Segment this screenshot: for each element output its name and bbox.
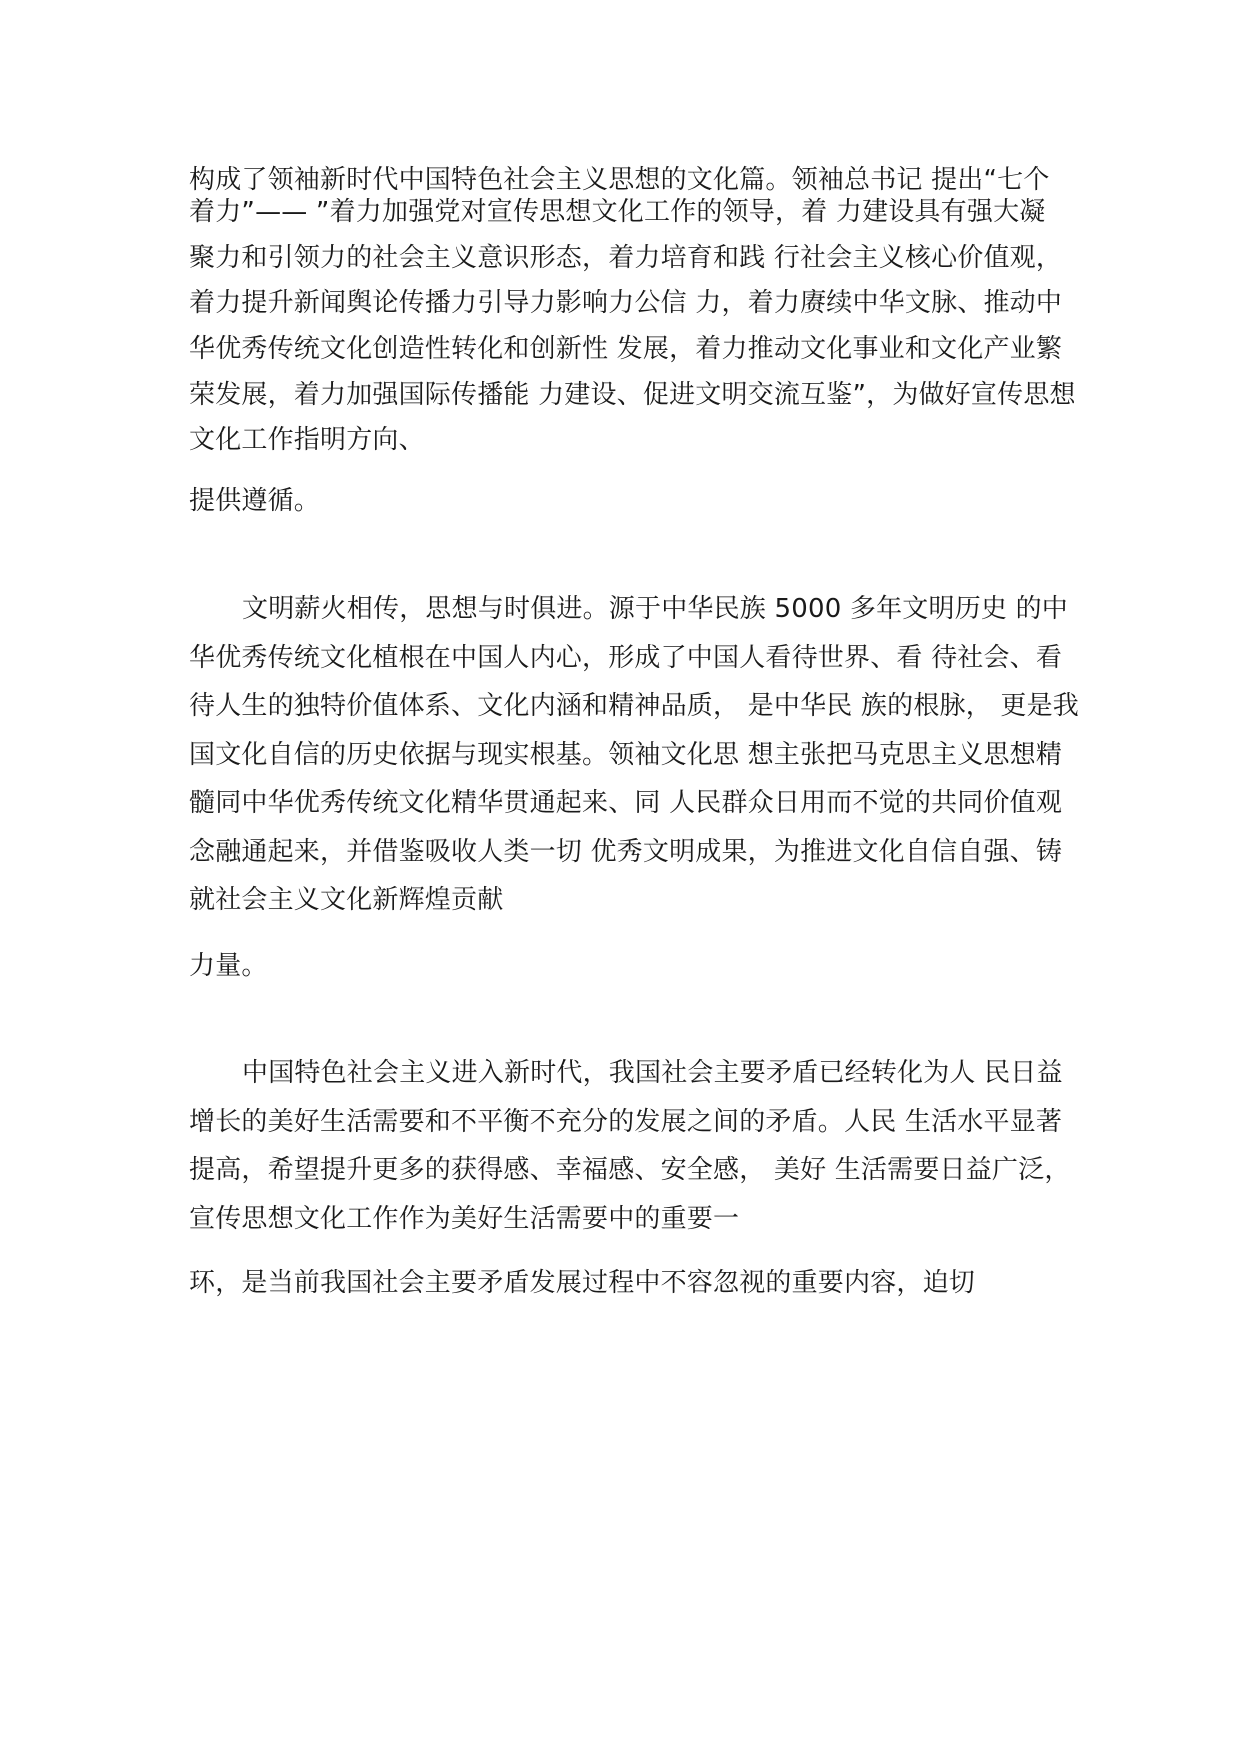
paragraph-3-line-3: 提高，希望提升更多的获得感、幸福感、安全感， 美好 生活需要日益广泛，: [189, 1155, 1071, 1185]
paragraph-2-line-3: 待人生的独特价值体系、文化内涵和精神品质， 是中华民 族的根脉， 更是我: [189, 691, 1079, 721]
paragraph-2-line-2: 华优秀传统文化植根在中国人内心，形成了中国人看待世界、看 待社会、看: [189, 643, 1063, 673]
paragraph-3-line-2: 增长的美好生活需要和不平衡不充分的发展之间的矛盾。人民 生活水平显著: [189, 1107, 1063, 1137]
paragraph-1-line-1: 构成了领袖新时代中国特色社会主义思想的文化篇。领袖总书记 提出“七个: [189, 165, 1050, 195]
paragraph-1-line-7: 文化工作指明方向、: [189, 425, 425, 455]
paragraph-2-line-4: 国文化自信的历史依据与现实根基。领袖文化思 想主张把马克思主义思想精: [189, 740, 1063, 770]
paragraph-2-line-7: 就社会主义文化新辉煌贡献: [189, 885, 504, 915]
paragraph-1-tail: 提供遵循。: [189, 486, 321, 516]
paragraph-2-tail: 力量。: [189, 951, 268, 981]
paragraph-3-line-4: 宣传思想文化工作作为美好生活需要中的重要一: [189, 1204, 740, 1234]
paragraph-1-line-3: 聚力和引领力的社会主义意识形态，着力培育和践 行社会主义核心价值观，: [189, 243, 1063, 273]
paragraph-1-line-2: 着力”—— ”着力加强党对宣传思想文化工作的领导，着 力建设具有强大凝: [189, 197, 1046, 227]
paragraph-2-line-5: 髓同中华优秀传统文化精华贯通起来、同 人民群众日用而不觉的共同价值观: [189, 788, 1063, 818]
paragraph-3-line-1: 中国特色社会主义进入新时代，我国社会主要矛盾已经转化为人 民日益: [242, 1058, 1063, 1088]
paragraph-1-line-6: 荣发展，着力加强国际传播能 力建设、促进文明交流互鉴”，为做好宣传思想: [189, 380, 1076, 410]
paragraph-1-line-5: 华优秀传统文化创造性转化和创新性 发展，着力推动文化事业和文化产业繁: [189, 334, 1063, 364]
paragraph-2-line-6: 念融通起来，并借鉴吸收人类一切 优秀文明成果，为推进文化自信自强、铸: [189, 837, 1063, 867]
paragraph-1-line-4: 着力提升新闻舆论传播力引导力影响力公信 力，着力赓续中华文脉、推动中: [189, 288, 1063, 318]
paragraph-3-tail: 环，是当前我国社会主要矛盾发展过程中不容忽视的重要内容，迫切: [189, 1268, 976, 1298]
paragraph-2-line-1: 文明薪火相传，思想与时俱进。源于中华民族 5000 多年文明历史 的中: [242, 594, 1068, 624]
